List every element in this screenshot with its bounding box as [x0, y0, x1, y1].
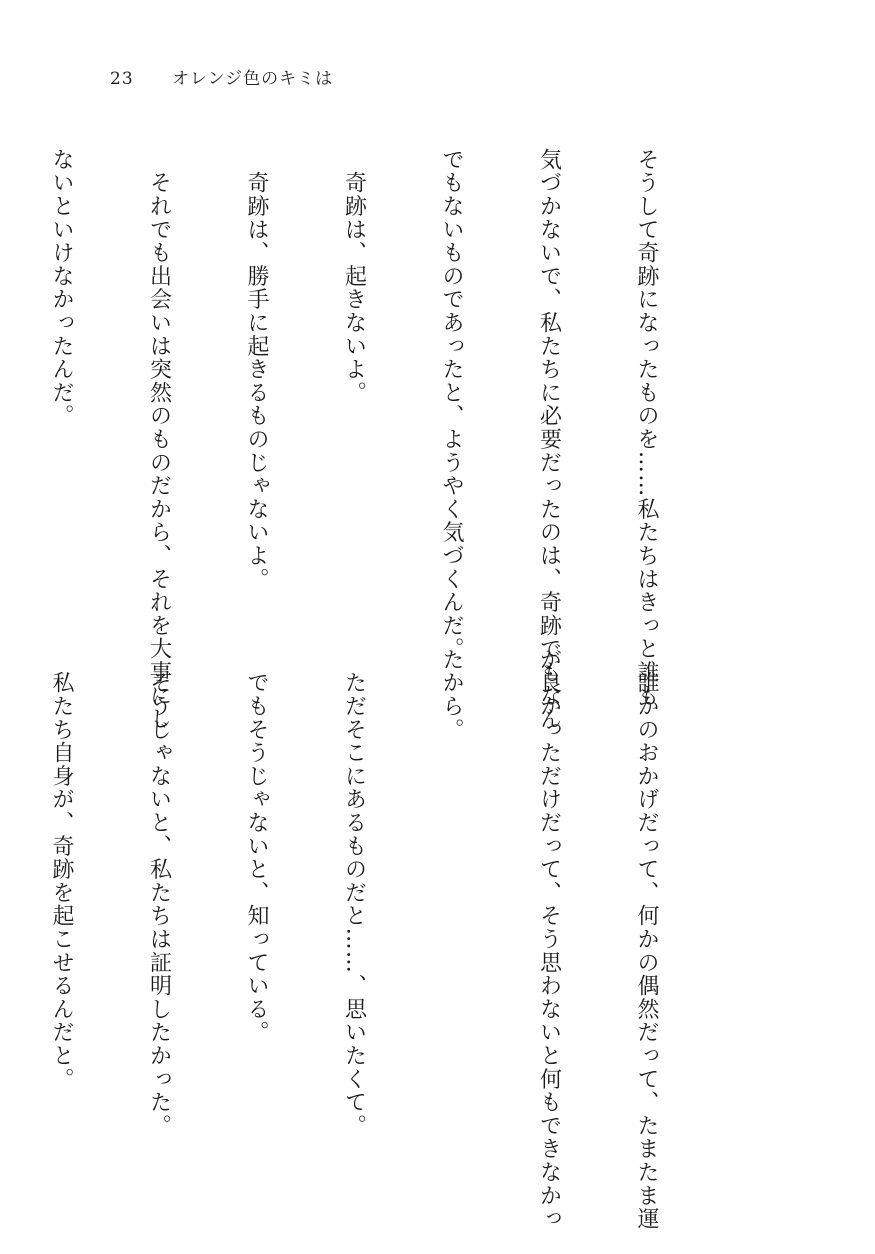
text-line: 奇跡は、勝手に起きるものじゃないよ。	[244, 148, 269, 591]
page-number: 23	[110, 69, 134, 89]
text-line: それでも出会いは突然のものだから、それを大事にし	[146, 148, 172, 731]
running-title: オレンジ色のキミは	[172, 69, 334, 89]
text-line: そうじゃないと、私たちは証明したかった。	[146, 648, 172, 1138]
page-header	[110, 64, 333, 89]
text-line: 奇跡は、起きないよ。	[341, 148, 367, 405]
text-line: ないといけなかったんだ。	[49, 148, 74, 428]
text-line: 気づかないで、私たちに必要だったのは、奇跡でもなん	[536, 148, 562, 731]
text-line: 私たち自身が、奇跡を起こせるんだと。	[49, 648, 74, 1091]
text-line: が良かっただけだって、そう思わないと何もできなかっ	[536, 648, 562, 1231]
text-line: そうして奇跡になったものを……私たちはきっと誰も	[634, 148, 659, 708]
text-line: でもないものであったと、ようやく気づくんだ。	[439, 148, 464, 661]
text-line: ただそこにあるものだと……、思いたくて。	[341, 648, 367, 1138]
text-line: でもそうじゃないと、知っている。	[244, 648, 269, 1045]
text-line: 誰かのおかげだって、何かの偶然だって、たまたま運	[634, 648, 659, 1231]
lower-text-block	[49, 648, 727, 1231]
text-line: たから。	[439, 648, 464, 742]
